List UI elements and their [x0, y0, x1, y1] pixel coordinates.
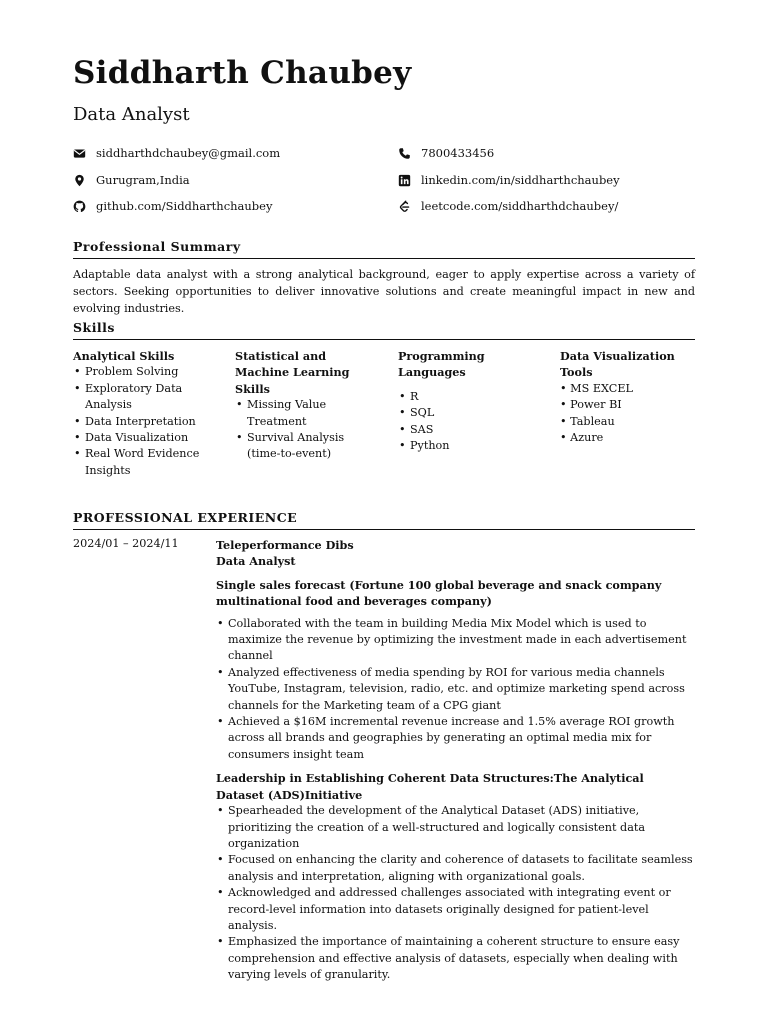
- list-item: • Missing Value Treatment: [235, 397, 375, 430]
- linkedin-icon: [398, 174, 411, 187]
- skill-list: [235, 397, 375, 463]
- company-name: Teleperformance Dibs: [216, 538, 354, 552]
- skill-column-programming: [398, 348, 538, 454]
- list-item: • Survival Analysis (time-to-event): [235, 430, 375, 463]
- list-item: • SAS: [398, 422, 538, 438]
- list-item: • Achieved a $16M incremental revenue increase and 1.5% average ROI growth across all brands and geographies by generating an optimal media mix for consumers insight team: [216, 714, 695, 763]
- phone-icon: [398, 147, 411, 160]
- job-details: [216, 537, 695, 984]
- envelope-icon: [73, 147, 86, 160]
- location-text: Gurugram,India: [96, 173, 190, 187]
- list-item: • Focused on enhancing the clarity and coherence of datasets to facilitate seamless analysis and interpretation, aligning with organizational goals.: [216, 852, 695, 885]
- list-item: • Data Visualization: [73, 430, 223, 446]
- candidate-role: Data Analyst: [73, 104, 190, 125]
- list-item: • Tableau: [560, 414, 615, 428]
- contact-phone[interactable]: [398, 145, 494, 161]
- summary-divider: [73, 258, 695, 259]
- list-item: • R: [398, 389, 538, 405]
- job-position: Data Analyst: [216, 554, 296, 569]
- summary-section-title: Professional Summary: [73, 239, 241, 254]
- location-pin-icon: [73, 174, 86, 187]
- leetcode-text: leetcode.com/siddharthdchaubey/: [421, 199, 619, 213]
- list-item: • Exploratory Data Analysis: [73, 381, 223, 414]
- list-item: • Spearheaded the development of the Analytical Dataset (ADS) initiative, prioritizing the creation of a well-structured and logically consistent data organization: [216, 803, 695, 852]
- project-title: Leadership in Establishing Coherent Data Structures:The Analytical Dataset (ADS)Initiative: [216, 771, 644, 802]
- list-item: • Acknowledged and addressed challenges associated with integrating event or record-level information into datasets originally designed for patient-level analysis.: [216, 885, 695, 934]
- leetcode-icon: [398, 200, 411, 213]
- experience-divider: [73, 529, 695, 530]
- list-item: • Azure: [560, 431, 604, 445]
- list-item: • Real Word Evidence Insights: [73, 446, 223, 479]
- contact-github[interactable]: [73, 198, 272, 214]
- contact-leetcode[interactable]: [398, 198, 618, 214]
- skill-list: [73, 364, 223, 479]
- job-dates: 2024/01 – 2024/11: [73, 537, 179, 550]
- list-item: • Power BI: [560, 398, 622, 412]
- list-item: • Python: [398, 438, 538, 454]
- list-item: • Problem Solving: [73, 364, 223, 380]
- list-item: • Analyzed effectiveness of media spending by ROI for various media channels YouTube, Instagram, television, radio, etc. and optimize marketing spend across channels for the Marketing team of a CPG giant: [216, 665, 695, 714]
- project-bullets: [216, 616, 695, 764]
- github-text: github.com/Siddharthchaubey: [96, 199, 273, 213]
- skill-column-heading: Programming Languages: [398, 349, 485, 380]
- project-title: Single sales forecast (Fortune 100 global beverage and snack company multinational food and beverages company): [216, 577, 662, 609]
- skill-column-heading: Analytical Skills: [73, 349, 175, 363]
- list-item: • Data Interpretation: [73, 414, 223, 430]
- email-text: siddharthdchaubey@gmail.com: [96, 146, 281, 160]
- list-item: • Collaborated with the team in building Media Mix Model which is used to maximize the revenue by optimizing the investment made in each advertisement channel: [216, 616, 695, 665]
- skill-column-analytical: [73, 348, 223, 479]
- list-item: • SQL: [398, 405, 538, 421]
- skills-divider: [73, 339, 695, 340]
- linkedin-text: linkedin.com/in/siddharthchaubey: [421, 173, 620, 187]
- skills-section-title: Skills: [73, 320, 115, 335]
- phone-text: 7800433456: [421, 146, 495, 160]
- summary-text: Adaptable data analyst with a strong analytical background, eager to apply expertise across a variety of sectors. Seeking opportunities to deliver innovative solutions and create meaningful impact in new and evolving industries.: [73, 268, 695, 315]
- skill-column-statistical: [235, 348, 375, 463]
- experience-section-title: PROFESSIONAL EXPERIENCE: [73, 510, 298, 525]
- project-bullets: [216, 803, 695, 983]
- list-item: • Emphasized the importance of maintaining a coherent structure to ensure easy comprehension and effective analysis of datasets, especially when dealing with varying levels of granularity.: [216, 934, 695, 983]
- list-item: • MS EXCEL: [560, 381, 633, 395]
- github-icon: [73, 200, 86, 213]
- contact-location: [73, 172, 190, 188]
- skill-column-heading: Statistical and Machine Learning Skills: [235, 349, 350, 396]
- skill-list: [398, 389, 538, 455]
- candidate-name: Siddharth Chaubey: [73, 55, 412, 91]
- skill-column-heading: Data Visualization Tools: [560, 349, 675, 380]
- contact-linkedin[interactable]: [398, 172, 620, 188]
- skill-column-visualization: [560, 348, 695, 446]
- contact-email[interactable]: [73, 145, 280, 161]
